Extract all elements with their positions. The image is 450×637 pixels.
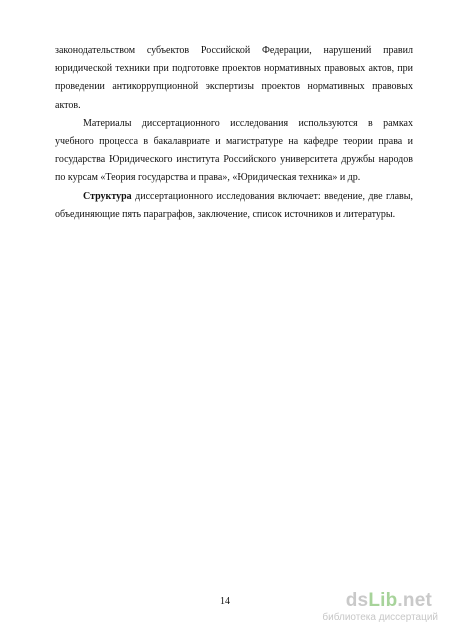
dslib-logo (346, 591, 432, 611)
body-text (55, 42, 413, 224)
watermark-subtitle: библиотека диссертаций (322, 612, 438, 623)
logo-part-lib: Lib (368, 590, 398, 611)
paragraph-structure (55, 188, 413, 224)
logo-part-ds: ds (345, 590, 369, 611)
page-number: 14 (220, 596, 230, 607)
paragraph-continuation: законодательством субъектов Российской Федерации, нарушений правил юридической техники при подготовке проектов нормативных правовых актов, при проведении антикоррупционной экспертизы проектов нормативных правовых актов. (55, 45, 413, 111)
structure-heading-word: Структура (83, 190, 132, 202)
structure-text: диссертационного исследования включает: введение, две главы, объединяющие пять параграфов, заключение, список источников и литературы. (55, 190, 413, 220)
dslib-watermark (313, 591, 438, 629)
logo-part-net: .net (397, 590, 432, 611)
paragraph-materials: Материалы диссертационного исследования используются в рамках учебного процесса в бакалавриате и магистратуре на кафедре теории права и государства Юридического института Российского университета дружбы народов по курсам «Теория государства и права», «Юридическая техника» и др. (55, 117, 413, 184)
